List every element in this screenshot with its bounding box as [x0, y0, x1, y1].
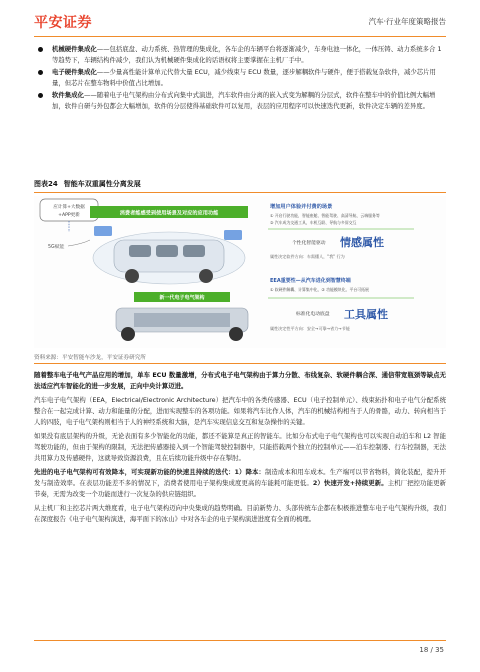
eea-banner-text: 新一代电子电气架构 — [159, 295, 205, 301]
bullet-item — [34, 44, 446, 65]
bullet-dot-icon — [38, 47, 43, 52]
cloud-box-line2: +APP更新 — [58, 213, 80, 218]
bullet-text: ——包括底盘、动力系统、热管理的集成化，各车企的车辆平台将逐渐减少，车身电池一体化，一体压铸、动力系统多合 1 等趋势下，车辆结构件减少，我们认为机械硬件集成化的话语权将主要掌握在主机厂手中。 — [52, 45, 442, 64]
scene-item-1: ① 开启行驶功能，智能座舱、智能驾驶、高清导航、云端服务等 — [270, 213, 380, 218]
bullet-list — [34, 44, 446, 114]
scene-head: 增加用户体验并付费的场景 — [270, 204, 333, 210]
para-text: 制造成本和用车成本。生产端可以节省物料，简化装配，提升开发与制造效率。在表层功能差不多的情况下，消费者使用电子架构集成度更高的车能耗可能更低。 — [34, 468, 447, 487]
bullet-item — [34, 90, 446, 111]
body-section — [34, 370, 446, 528]
bullet-item — [34, 67, 446, 88]
bullet-dot-icon — [38, 93, 43, 98]
body-paragraph: 汽车电子电气架构（EEA，Electrical/Electronic Architecture）把汽车中的各类传感器、ECU（电子控制单元）、线束拓扑和电子电气分配系统整合在一起完成计算、动力和能量的分配，进而实现整车的各项功能。如果将汽车比作人体，汽车的机械结构相当于人的骨骼，动力、转向相当于人的四肢，电子电气架构则相当于人的神经系统和大脑，是汽车实现信息交互和复杂操作的关键。 — [34, 396, 446, 426]
brand-logo: 平安证券 — [34, 15, 92, 31]
body-paragraph — [34, 467, 446, 500]
body-paragraph: 如果没有底层架构的升级，无论表面有多少智能化的功能，都还不能算是真正的智能车。比如分布式电子电气架构也可以实现自动泊车和 L2 智能驾驶功能的，但由于架构的限制，无法把传感器接入到一个智能驾驶控制器中，只能搭载两个独立的控制单元——泊车控制器、行车控制器，无法共用算力及传感硬件，这就导致资源浪费，且在后续功能升级中存在掣肘。 — [34, 432, 446, 462]
body-paragraph: 从主机厂和主控芯片两大维度看，电子电气架构迈向中央集成的趋势明确。目前新势力、头部传统车企都在积极推进整车电子电气架构升级，我们在深度报告《电子电气架构演进，海平面下的冰山》中对各车企的电子架构演进进度有全面的梳理。 — [34, 504, 446, 523]
page-number: 18 / 35 — [419, 646, 444, 654]
para-text: 主机厂把控功能更新节奏，无需为改变一个功能而进行一次复杂的供应链组织。 — [34, 479, 447, 498]
report-title: 汽车·行业年度策略报告 — [368, 17, 446, 26]
header-divider — [34, 36, 446, 37]
tool-small-label: 标准化电动底盘 — [296, 312, 330, 317]
connector-line — [68, 240, 90, 246]
diagram-svg — [34, 196, 446, 348]
feature-note: 属性决定软件方向：车需懂人，"我" 行为 — [270, 254, 345, 259]
bullet-term: 电子硬件集成化 — [52, 68, 97, 77]
body-paragraph-lead: 随着整车电子电气产品应用的增加，单车 ECU 数量激增，分布式电子电气架构由于算力分散、布线复杂、软硬件耦合深、通信带宽瓶颈等缺点无法适应汽车智能化的进一步发展，正向中央计算迈进。 — [34, 371, 446, 390]
page-header — [34, 10, 446, 32]
apps-banner-text: 消费者能感受到使用场景及对应的应用功能 — [119, 210, 219, 217]
bullet-dot-icon — [38, 70, 43, 75]
bullet-term: 软件集成化 — [52, 91, 84, 100]
figure-caption: 智能车双重属性分离发展 — [63, 180, 141, 188]
footer-divider — [34, 640, 446, 641]
feature-big-label: 情感属性 — [340, 236, 384, 249]
bullet-text: ——随着电子电气架构由分布式向集中式演进，汽车软件由分离的嵌入式变为解耦的分层式，软件在整车中的价值比例大幅增加，软件自研与外包都会大幅增加，软件的分层使得基础软件可以复用，表层的应用程序可以快速迭代更新，软件决定车辆的差异度。 — [52, 91, 436, 110]
figure-divider — [34, 363, 446, 364]
para-bold-lead: 2）快速开发+持续更新。 — [312, 479, 388, 487]
figure-number: 图表24 — [34, 180, 58, 188]
feature-small-label: 个性化智能驱动 — [292, 241, 326, 246]
figure-title — [34, 179, 446, 193]
figure-diagram — [34, 196, 446, 348]
figure-source: 资料来源：平安智能车沙龙，平安证券研究所 — [34, 355, 146, 361]
scene-item-2: ② 汽车成为交通工具，车机互联、导航与多屏交互 — [270, 220, 357, 225]
bullet-term: 机械硬件集成化 — [52, 45, 97, 53]
cloud-box-line1: 应计算+大数据 — [53, 205, 85, 210]
bullet-text: ——少量高性能计算单元代替大量 ECU，减少线束与 ECU 数量，逐步解耦软件与硬件，便于搭载复杂软件，减少芯片用量，但芯片在整车物料中价值占比增加。 — [52, 68, 436, 87]
tool-big-label: 工具属性 — [344, 308, 388, 321]
car-illustration — [93, 226, 245, 284]
chassis-illustration — [116, 308, 248, 341]
para-bold-lead: 先进的电子电气架构可有效降本，可实现新功能的快速且持续的迭代：1）降本： — [34, 468, 265, 476]
eea-items: ① 软硬件解耦、计算集中化、② 功能模块化、平台可拓展 — [270, 287, 369, 292]
label-5g: 5G赋能 — [48, 245, 65, 250]
tool-note: 属性决定性平方向：安全→可靠→省力→节能 — [270, 326, 350, 331]
eea-head: EEA重要性—从汽车进化到智慧终端 — [270, 278, 351, 284]
